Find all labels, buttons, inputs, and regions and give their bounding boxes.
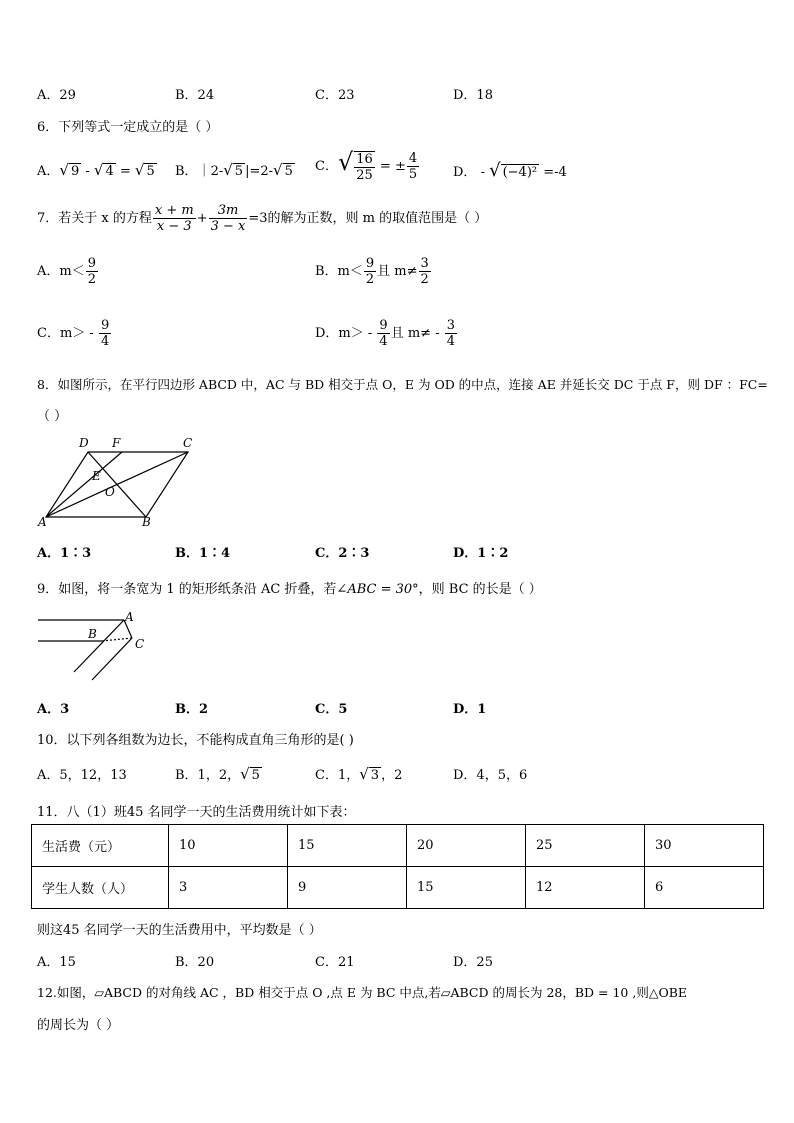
q10-option-c: C．1，√ 3 ，2 <box>315 765 403 783</box>
q7-option-d: D．m＞ - $\frac{9}{4}$ 且 m≠ - $\frac{3}{4}$ <box>315 318 455 349</box>
label-a: A <box>125 610 134 624</box>
label-f: F <box>112 436 121 450</box>
table-cell: 30 <box>645 825 764 867</box>
label-o: O <box>105 485 115 499</box>
q6-option-d: D． - √ (−4)² =-4 <box>453 160 567 181</box>
q10-option-a: A．5，12，13 <box>37 768 127 783</box>
label-b: B <box>142 515 151 529</box>
q10-stem: 10．以下列各组数为边长，不能构成直角三角形的是( ) <box>37 733 354 748</box>
q9-option-a: A．3 <box>37 702 70 717</box>
q7-stem: 7．若关于 x 的方程 $\frac{x + m}{x - 3}$ + $\frac{3m}{3 - x}$ =3的解为正数，则 m 的取值范围是（ ） <box>37 203 488 234</box>
q8-option-b: B．1∶4 <box>175 546 231 561</box>
q7-option-b: B．m＜ $\frac{9}{2}$ 且 m≠ $\frac{3}{2}$ <box>315 256 429 287</box>
q7-option-c: C．m＞ - $\frac{9}{4}$ <box>37 318 110 349</box>
q10-option-b: B．1，2，√ 5 <box>175 765 260 783</box>
q12-stem: 12.如图，▱ABCD 的对角线 AC ，BD 相交于点 O ,点 E 为 BC 中点,若▱ABCD 的周长为 28，BD = 10 ,则△OBE <box>37 985 688 1000</box>
q9-option-b: B．2 <box>175 702 209 717</box>
table-cell: 9 <box>288 867 407 909</box>
table-row <box>32 825 764 867</box>
label-e: E <box>92 469 101 483</box>
q9-folded-strip-figure <box>36 610 156 686</box>
table-cell: 12 <box>526 867 645 909</box>
q6-option-a: A．√ 9 - √ 4 = √ 5 <box>37 161 155 179</box>
q8-stem: 8．如图所示，在平行四边形 ABCD 中，AC 与 BD 相交于点 O，E 为 OD 的中点，连接 AE 并延长交 DC 于点 F，则 DF ：FC= <box>37 377 768 392</box>
q12-stem-cont: 的周长为（ ） <box>37 1018 120 1033</box>
living-expense-table <box>31 824 764 909</box>
q11-question: 则这45 名同学一天的生活费用中，平均数是（ ） <box>37 923 322 938</box>
table-cell: 3 <box>169 867 288 909</box>
q9-option-d: D．1 <box>453 702 487 717</box>
q6-option-c: C．√ $\frac{16}{25}$ = ± $\frac{4}{5}$ <box>315 148 418 183</box>
q11-option-a: A．15 <box>37 955 76 970</box>
q8-option-c: C．2∶3 <box>315 546 370 561</box>
table-cell: 15 <box>288 825 407 867</box>
table-cell: 25 <box>526 825 645 867</box>
label-a: A <box>38 515 47 529</box>
label-b: B <box>88 627 97 641</box>
q8-parallelogram-figure <box>36 432 196 530</box>
table-cell: 6 <box>645 867 764 909</box>
q11-option-b: B．20 <box>175 955 215 970</box>
label-d: D <box>79 436 89 450</box>
q5-option-a: A．29 <box>37 88 76 103</box>
table-row <box>32 867 764 909</box>
q8-stem-cont: （ ） <box>37 409 68 424</box>
q8-option-a: A．1∶3 <box>37 546 92 561</box>
table-cell: 生活费（元） <box>32 825 169 867</box>
q10-option-d: D．4，5，6 <box>453 768 528 783</box>
q11-stem: 11．八（1）班45 名同学一天的生活费用统计如下表： <box>37 805 356 820</box>
q7-option-a: A．m＜ $\frac{9}{2}$ <box>37 256 96 287</box>
label-c: C <box>183 436 193 450</box>
q9-option-c: C．5 <box>315 702 348 717</box>
q8-option-d: D．1∶2 <box>453 546 509 561</box>
q5-option-d: D．18 <box>453 88 493 103</box>
label-c: C <box>135 637 145 651</box>
q6-stem: 6．下列等式一定成立的是（ ） <box>37 120 219 135</box>
q9-stem: 9．如图，将一条宽为 1 的矩形纸条沿 AC 折叠，若∠ABC = 30°，则 BC 的长是（ ） <box>37 582 542 597</box>
diagonal-bd <box>88 452 146 517</box>
q11-option-d: D．25 <box>453 955 493 970</box>
q5-option-c: C．23 <box>315 88 355 103</box>
table-cell: 20 <box>407 825 526 867</box>
q5-option-b: B．24 <box>175 88 215 103</box>
q11-option-c: C．21 <box>315 955 355 970</box>
q6-option-b: B．｜2-√ 5 |=2-√ 5 <box>175 161 293 179</box>
table-cell: 15 <box>407 867 526 909</box>
table-cell: 10 <box>169 825 288 867</box>
table-cell: 学生人数（人） <box>32 867 169 909</box>
